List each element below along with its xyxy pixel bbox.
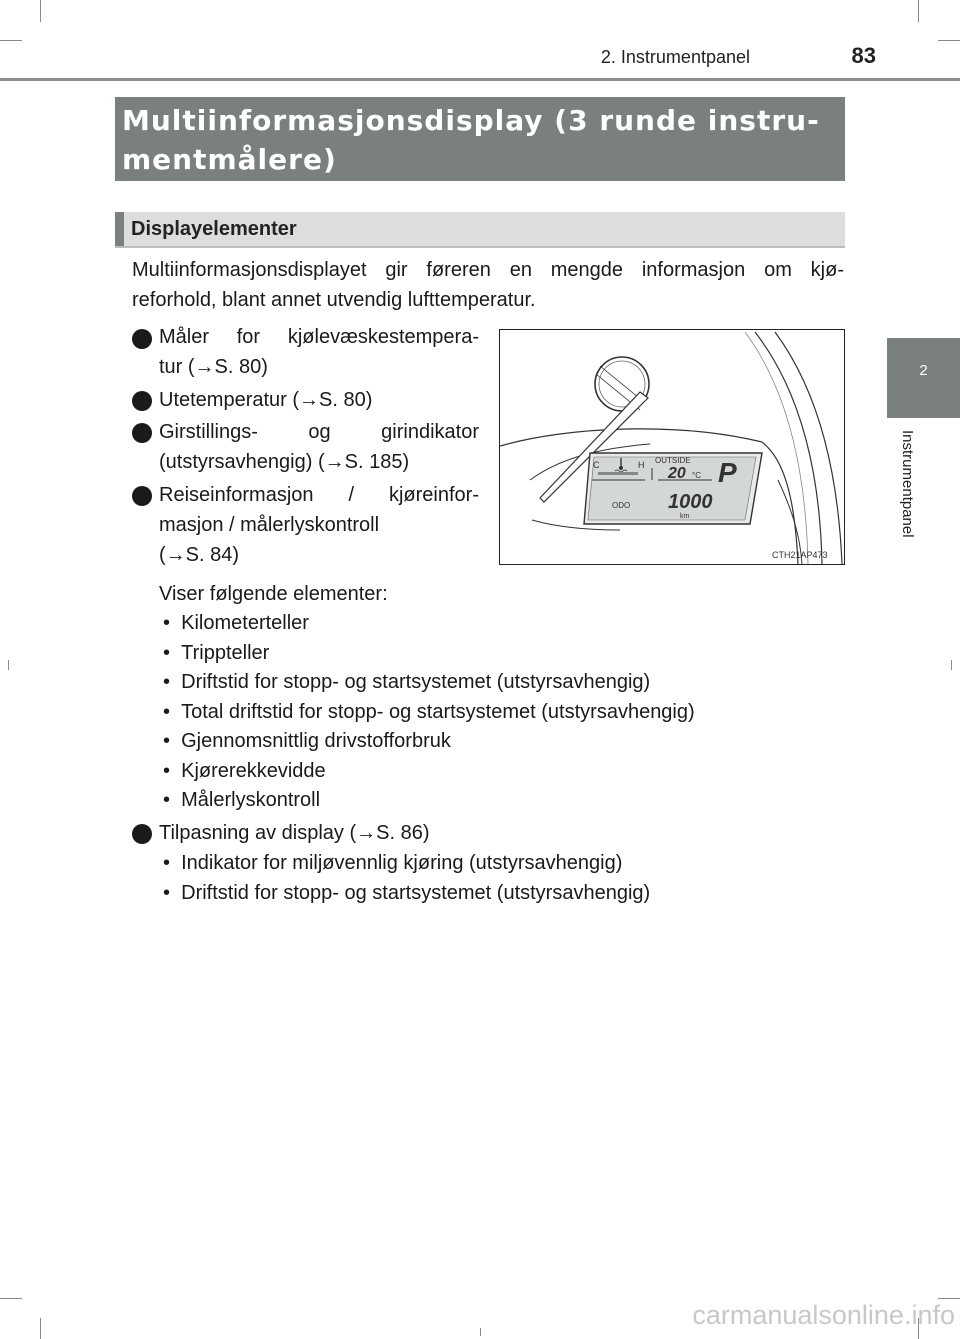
outside-temperature-unit: °C [692,471,701,480]
bullet-icon [132,423,152,443]
intro-line-2: reforhold, blant annet utvendig lufttemperatur. [132,289,536,311]
customize-list [163,849,843,908]
list-item: Tilpasning av display (→S. 86) [159,822,430,844]
figure-code: CTH21AP473 [772,550,828,560]
list-item-line: (utstyrsavhengig) (→S. 185) [159,451,410,473]
bullet-icon [132,391,152,411]
crop-mark [8,660,9,670]
crop-mark [0,1298,22,1299]
chapter-tab-label: Instrumentpanel [899,430,916,538]
odometer-unit: km [680,513,690,520]
shows-label: Viser følgende elementer: [159,583,388,605]
outside-temperature-value: 20 [668,465,686,482]
crop-mark [938,40,960,41]
bullet-icon [132,329,152,349]
crop-mark [40,1318,41,1339]
sub-list-text: Kjørerekkevidde [181,759,326,782]
sub-list-item: • Total driftstid for stopp- og startsystemet (utstyrsavhengig) [163,700,695,723]
sub-list-item: • Driftstid for stopp- og startsystemet (utstyrsavhengig) [163,881,651,904]
header-rule [0,78,960,81]
sub-list-item: • Målerlyskontroll [163,789,321,811]
coolant-hot-label: H [638,460,645,470]
list-item-line: tur (→S. 80) [159,356,268,378]
sub-list-text: Trippteller [181,641,270,664]
intro-line-1: Multiinformasjonsdisplayet gir føreren en mengde informasjon om kjø- [132,259,844,281]
page-title-line-2: mentmålere) [122,143,337,176]
list-item [159,322,479,382]
page-title-line-1: Multiinformasjonsdisplay (3 runde instru- [122,104,820,137]
sub-list-text: Målerlyskontroll [181,789,321,811]
intro-paragraph [132,255,844,315]
list-item-line: Reiseinformasjon / kjøreinfor- [159,484,479,506]
sub-list-item: • Driftstid for stopp- og startsystemet (utstyrsavhengig) [163,671,651,693]
odo-label: ODO [612,501,631,510]
page-number: 83 [851,43,876,68]
crop-mark [480,1328,481,1336]
sub-list-text: Driftstid for stopp- og startsystemet (utstyrsavhengig) [181,881,651,904]
odometer-value: 1000 [668,491,713,513]
header-section-title: 2. Instrumentpanel [600,47,750,67]
chapter-tab-number: 2 [919,362,928,379]
sub-list-text: Indikator for miljøvennlig kjøring (utstyrsavhengig) [181,852,623,874]
sub-list-text: Total driftstid for stopp- og startsystemet (utstyrsavhengig) [181,700,695,723]
list-item-line: Girstillings- og girindikator [159,421,479,443]
sub-list-item: • Trippteller [163,641,270,664]
instrument-cluster-figure [499,329,845,565]
outside-label: OUTSIDE [655,456,691,465]
bullet-icon [132,486,152,506]
sub-list-item: • Kjørerekkevidde [163,759,326,782]
bullet-icon [132,824,152,844]
list-item-line: masjon / målerlyskontroll [159,514,380,536]
page-title [122,101,822,179]
sub-list-text: Gjennomsnittlig drivstofforbruk [181,730,451,752]
sub-list-item: • Kilometerteller [163,612,309,634]
list-item-line: Måler for kjølevæskestempera- [159,326,479,348]
list-item [159,480,479,570]
crop-mark [0,40,22,41]
list-item-line: (→S. 84) [159,544,240,566]
sub-list-item: • Indikator for miljøvennlig kjøring (utstyrsavhengig) [163,852,623,874]
gear-indicator: P [718,457,737,488]
subheading: Displayelementer [131,218,297,240]
watermark: carmanualsonline.info [692,1300,955,1330]
crop-mark [918,0,919,22]
crop-mark [951,660,952,670]
sub-list-text: Kilometerteller [181,612,309,634]
crop-mark [40,0,41,22]
crop-mark [938,1298,960,1299]
shows-list [163,609,843,816]
coolant-cold-label: C [593,460,600,470]
sub-list-text: Driftstid for stopp- og startsystemet (utstyrsavhengig) [181,671,651,693]
subheading-accent [115,212,124,246]
list-item [159,385,479,415]
sub-list-item: • Gjennomsnittlig drivstofforbruk [163,730,451,752]
list-item [159,417,479,477]
list-item-line: Utetemperatur (→S. 80) [159,389,373,411]
instrument-cluster-illustration [500,330,844,564]
